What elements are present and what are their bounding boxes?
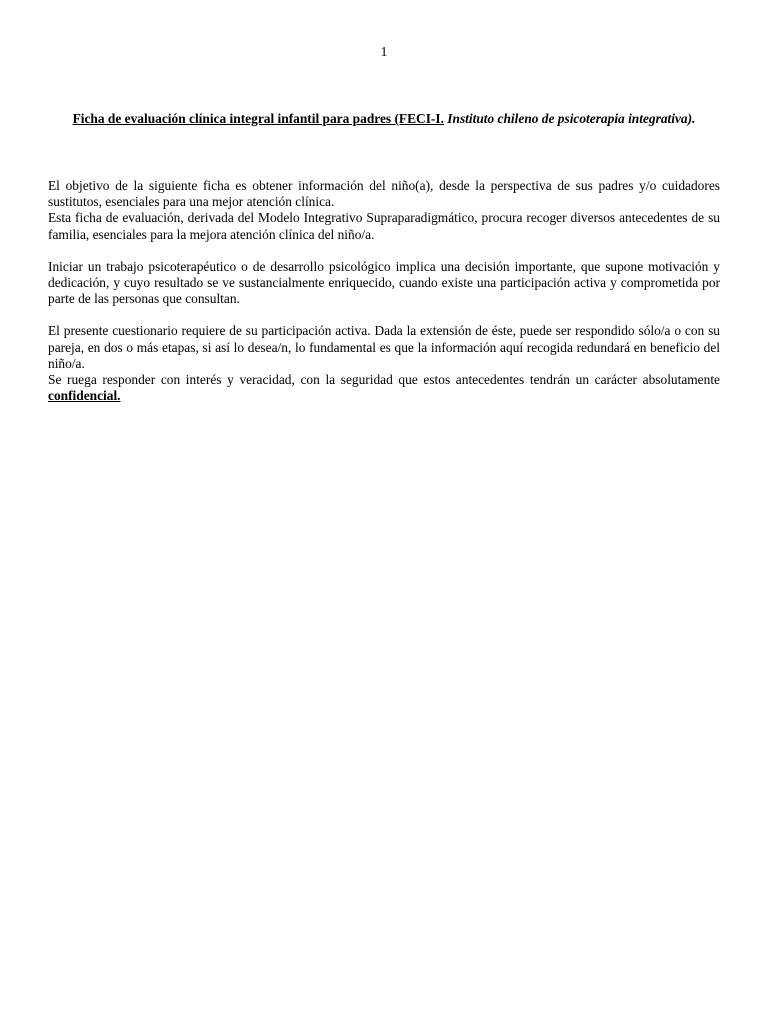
paragraph-objective: El objetivo de la siguiente ficha es obtener información del niño(a), desde la perspectiva de sus padres y/o cuidadores sustitutos, esenciales para una mejor atención clínica. — [48, 178, 720, 210]
page-number: 1 — [380, 44, 388, 59]
confidential-emphasis: confidencial. — [48, 388, 121, 404]
paragraph-questionnaire: El presente cuestionario requiere de su participación activa. Dada la extensión de éste, puede ser respondido sólo/a o con su pareja, en dos o más etapas, si así lo desea/n, lo fundamental es que la información aquí recogida redundará en beneficio del niño/a. — [48, 323, 720, 371]
title-main: Ficha de evaluación clínica integral infantil para padres (FECI-I. — [72, 111, 444, 126]
confidential-text: Se ruega responder con interés y veracidad, con la seguridad que estos antecedentes tendrán un carácter absolutamente — [48, 372, 720, 388]
paragraph-confidential — [48, 372, 720, 404]
paragraph-therapy: Iniciar un trabajo psicoterapéutico o de desarrollo psicológico implica una decisión importante, que supone motivación y dedicación, y cuyo resultado se ve sustancialmente enriquecido, cuando existe una participación activa y comprometida por parte de las personas que consultan. — [48, 258, 720, 307]
document-title — [48, 111, 720, 127]
paragraph-model: Esta ficha de evaluación, derivada del Modelo Integrativo Supraparadigmático, procura recoger diversos antecedentes de su familia, esenciales para la mejora atención clínica del niño/a. — [48, 210, 720, 242]
title-institute: Instituto chileno de psicoterapia integrativa). — [447, 111, 696, 126]
document-body — [48, 178, 720, 420]
